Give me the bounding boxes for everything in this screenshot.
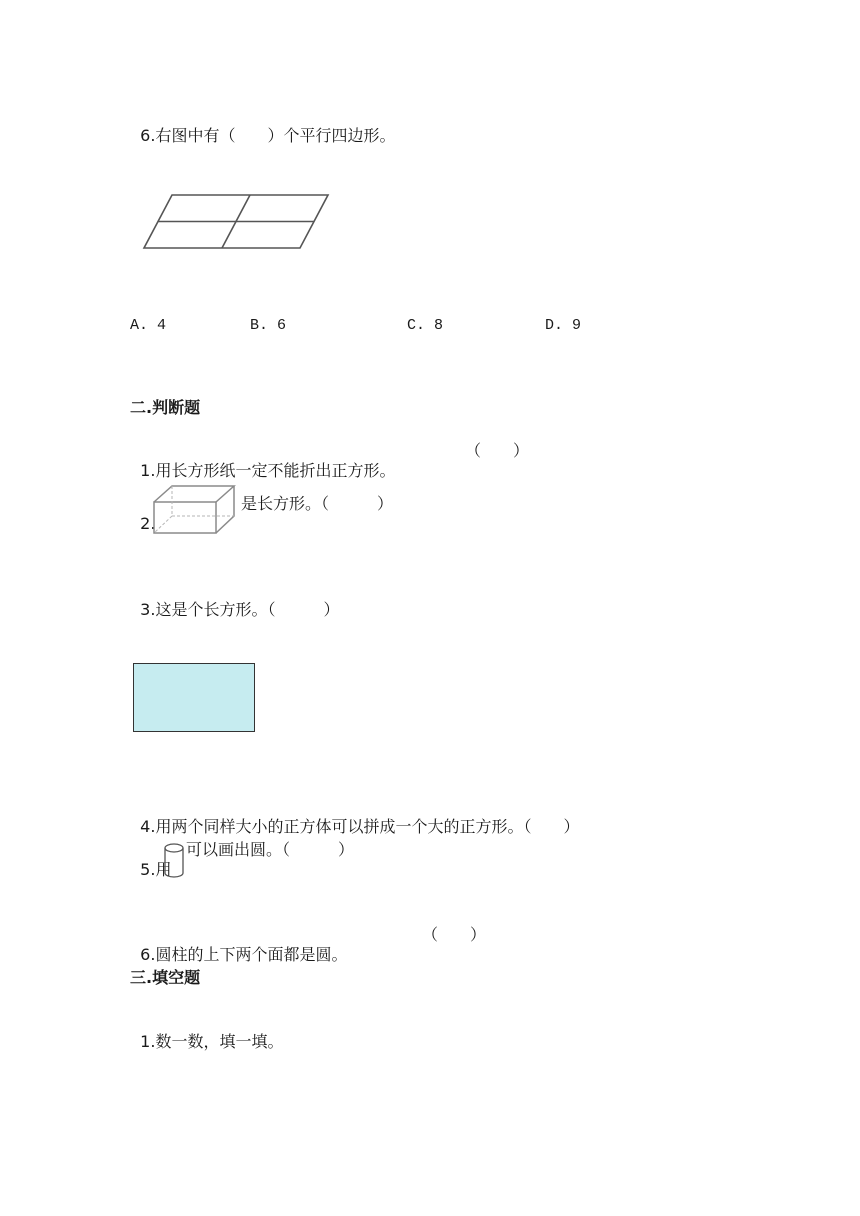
judge-item-4 bbox=[130, 797, 579, 837]
option-d[interactable]: D. 9 bbox=[545, 317, 582, 334]
judge-item-3 bbox=[130, 580, 339, 620]
cuboid-figure bbox=[151, 483, 237, 535]
item-number: 3. bbox=[140, 600, 156, 619]
section-3-title: 三.填空题 bbox=[130, 968, 201, 987]
judge-item-2-text: 是长方形。（ ） bbox=[241, 494, 394, 513]
judge-item-6-blank[interactable]: （ ） bbox=[422, 925, 487, 944]
item-text: 用长方形纸一定不能折出正方形。 bbox=[155, 461, 396, 480]
cylinder-bottom bbox=[165, 873, 183, 877]
item-number: 2. bbox=[140, 514, 156, 533]
cylinder-figure bbox=[162, 842, 186, 880]
judge-item-1 bbox=[130, 441, 395, 481]
item-text-before: 用 bbox=[155, 860, 172, 879]
rectangle-figure bbox=[133, 663, 255, 732]
cuboid-front-face bbox=[154, 502, 216, 533]
fill-item-1 bbox=[130, 1012, 283, 1052]
question-number: 6. bbox=[140, 126, 156, 145]
cylinder-top bbox=[165, 844, 183, 852]
item-number: 1. bbox=[140, 1032, 156, 1051]
option-a[interactable]: A. 4 bbox=[130, 317, 167, 334]
judge-item-6 bbox=[130, 925, 347, 965]
item-text: 圆柱的上下两个面都是圆。 bbox=[155, 945, 348, 964]
option-c[interactable]: C. 8 bbox=[407, 317, 444, 334]
judge-item-1-blank[interactable]: （ ） bbox=[465, 441, 530, 460]
item-text: 这是个长方形。（ ） bbox=[155, 600, 340, 619]
item-number: 1. bbox=[140, 461, 156, 480]
item-text: 用两个同样大小的正方体可以拼成一个大的正方形。（ ） bbox=[155, 817, 580, 836]
cuboid-top-face bbox=[154, 486, 234, 502]
section-2-title: 二.判断题 bbox=[130, 398, 201, 417]
item-number: 6. bbox=[140, 945, 156, 964]
question-stem: 右图中有（ ）个平行四边形。 bbox=[155, 126, 396, 145]
item-text: 数一数，填一填。 bbox=[155, 1032, 284, 1051]
judge-item-5-text: 可以画出圆。（ ） bbox=[186, 840, 355, 859]
question-6 bbox=[130, 106, 395, 146]
option-b[interactable]: B. 6 bbox=[250, 317, 287, 334]
item-number: 4. bbox=[140, 817, 156, 836]
parallelogram-figure bbox=[140, 190, 335, 252]
item-number: 5. bbox=[140, 860, 156, 879]
